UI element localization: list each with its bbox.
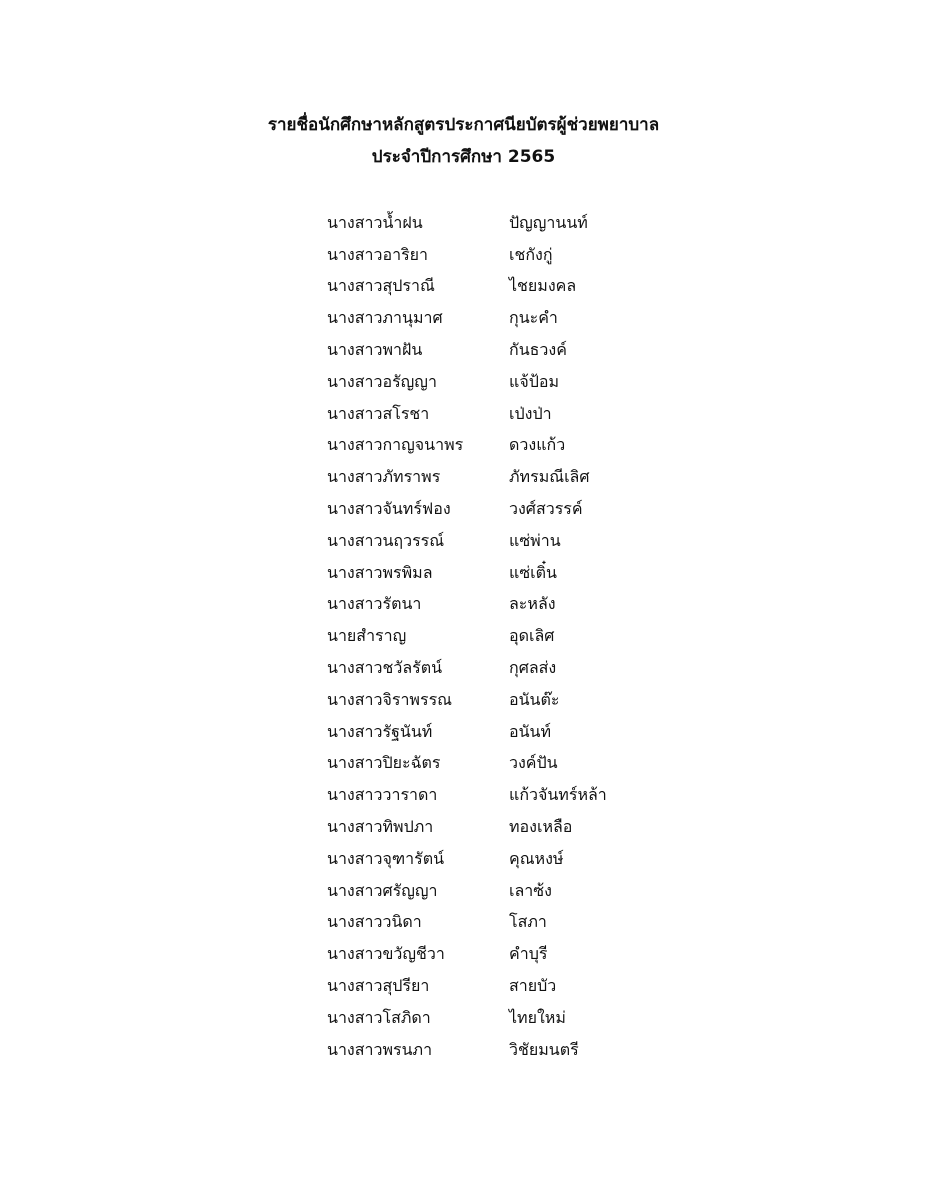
student-first-name: นางสาววาราดา: [327, 785, 438, 805]
student-last-name: อนันต๊ะ: [509, 689, 560, 709]
student-first-name: นายสำราญ: [327, 626, 407, 646]
student-first-name: นางสาวอาริยา: [327, 244, 429, 264]
student-last-name: อุดเลิศ: [509, 626, 555, 646]
student-last-name: คำบุรี: [509, 944, 548, 964]
student-first-name: นางสาวภัทราพร: [327, 467, 441, 487]
student-first-name: นางสาวอรัญญา: [327, 371, 437, 391]
student-first-name: นางสาวพาฝัน: [327, 340, 423, 360]
student-first-name: นางสาวรัฐนันท์: [327, 721, 433, 741]
student-last-name: ไทยใหม่: [509, 1007, 566, 1027]
student-row: [327, 716, 647, 748]
student-last-name: สายบัว: [509, 976, 557, 996]
student-first-name: นางสาวภานุมาศ: [327, 308, 443, 328]
student-row: [327, 366, 647, 398]
student-last-name: กันธวงค์: [509, 340, 567, 360]
student-last-name: วงค์ปัน: [509, 753, 558, 773]
student-first-name: นางสาวชวัลรัตน์: [327, 658, 443, 678]
student-row: [327, 493, 647, 525]
student-last-name: แซ่พ่าน: [509, 530, 561, 550]
student-row: [327, 875, 647, 907]
student-row: [327, 748, 647, 780]
student-row: [327, 907, 647, 939]
student-row: [327, 620, 647, 652]
student-row: [327, 461, 647, 493]
student-first-name: นางสาววนิดา: [327, 912, 422, 932]
student-last-name: แก้วจันทร์หล้า: [509, 785, 607, 805]
student-last-name: ภัทรมณีเลิศ: [509, 467, 590, 487]
student-list: [327, 207, 647, 1066]
student-first-name: นางสาวสโรชา: [327, 403, 430, 423]
student-row: [327, 1002, 647, 1034]
student-last-name: วิชัยมนตรี: [509, 1039, 579, 1059]
student-first-name: นางสาวนฤวรรณ์: [327, 530, 445, 550]
student-row: [327, 271, 647, 303]
student-row: [327, 302, 647, 334]
student-row: [327, 684, 647, 716]
student-first-name: นางสาวสุปราณี: [327, 276, 435, 296]
student-last-name: เป่งป่า: [509, 403, 552, 423]
student-row: [327, 430, 647, 462]
student-last-name: ดวงแก้ว: [509, 435, 566, 455]
student-last-name: อนันท์: [509, 721, 552, 741]
student-first-name: นางสาวรัตนา: [327, 594, 422, 614]
student-last-name: เลาซ้ง: [509, 880, 552, 900]
student-last-name: ละหลัง: [509, 594, 556, 614]
student-row: [327, 557, 647, 589]
student-row: [327, 334, 647, 366]
student-row: [327, 239, 647, 271]
student-last-name: แซ่เติ๋น: [509, 562, 557, 582]
student-first-name: นางสาวสุปรียา: [327, 976, 430, 996]
student-last-name: กุนะคำ: [509, 308, 558, 328]
student-first-name: นางสาวพรพิมล: [327, 562, 433, 582]
student-first-name: นางสาวทิพปภา: [327, 817, 434, 837]
student-row: [327, 652, 647, 684]
student-last-name: โสภา: [509, 912, 547, 932]
student-row: [327, 207, 647, 239]
student-row: [327, 779, 647, 811]
student-last-name: ปัญญานนท์: [509, 212, 588, 232]
student-last-name: กุศลส่ง: [509, 658, 557, 678]
student-last-name: แจ้ป้อม: [509, 371, 559, 391]
student-row: [327, 811, 647, 843]
student-row: [327, 970, 647, 1002]
student-last-name: คุณหงษ์: [509, 848, 564, 868]
student-row: [327, 589, 647, 621]
student-last-name: ทองเหลือ: [509, 817, 573, 837]
student-first-name: นางสาวโสภิดา: [327, 1007, 431, 1027]
student-last-name: เชกังกู่: [509, 244, 553, 264]
student-first-name: นางสาวพรนภา: [327, 1039, 433, 1059]
student-first-name: นางสาวปิยะฉัตร: [327, 753, 441, 773]
student-first-name: นางสาวกาญจนาพร: [327, 435, 464, 455]
student-row: [327, 398, 647, 430]
student-row: [327, 843, 647, 875]
student-first-name: นางสาวน้ำฝน: [327, 212, 423, 232]
student-last-name: ไชยมงคล: [509, 276, 577, 296]
student-last-name: วงศ์สวรรค์: [509, 499, 583, 519]
student-row: [327, 1034, 647, 1066]
student-row: [327, 938, 647, 970]
student-first-name: นางสาวขวัญชีวา: [327, 944, 445, 964]
document-subtitle: ประจำปีการศึกษา 2565: [371, 147, 556, 167]
student-first-name: นางสาวจุฑารัตน์: [327, 848, 445, 868]
student-row: [327, 525, 647, 557]
student-first-name: นางสาวศรัญญา: [327, 880, 438, 900]
student-first-name: นางสาวจิราพรรณ: [327, 689, 452, 709]
student-first-name: นางสาวจันทร์ฟอง: [327, 499, 451, 519]
document-title: รายชื่อนักศึกษาหลักสูตรประกาศนียบัตรผู้ช่วยพยาบาล: [267, 115, 660, 135]
